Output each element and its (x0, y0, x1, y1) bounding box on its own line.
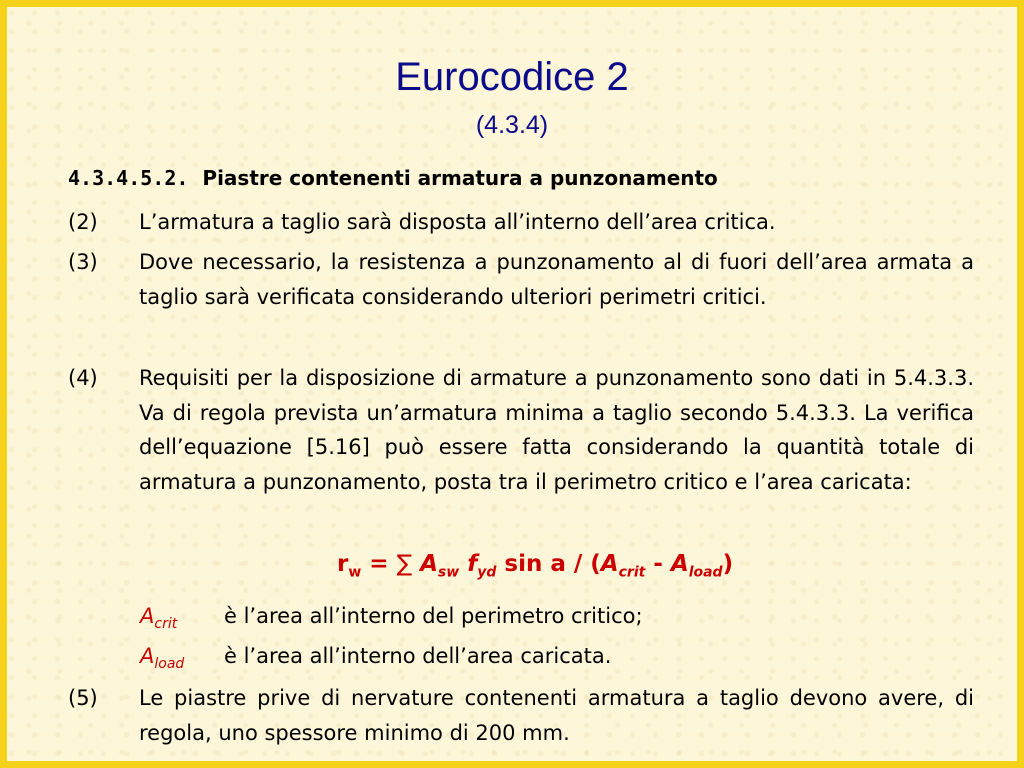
formula-aload-sub: load (688, 564, 723, 581)
definition-text: è l’area all’interno del perimetro critico; (224, 604, 643, 628)
section-heading (68, 166, 718, 190)
definition-acrit (140, 604, 643, 632)
definition-text: è l’area all’interno dell’area caricata. (224, 644, 612, 668)
slide-subtitle: (4.3.4) (475, 111, 549, 139)
paragraph-3 (68, 245, 974, 314)
paragraph-text: Le piastre prive di nervature contenenti armatura a taglio devono avere, di regola, uno spessore minimo di 200 mm. (139, 686, 974, 745)
formula-acrit-sub: crit (618, 564, 646, 581)
formula-close: ) (722, 551, 734, 577)
paragraph-5 (68, 681, 974, 750)
formula-sum: ∑ (396, 551, 413, 577)
paragraph-number: (5) (68, 686, 98, 710)
formula-aload: A (670, 551, 689, 577)
formula-a: A (420, 551, 438, 577)
formula-f: f (467, 551, 478, 577)
paragraph-4 (68, 361, 974, 499)
formula-r-sub: w (348, 564, 362, 581)
paragraph-text: L’armatura a taglio sarà disposta all’interno dell’area critica. (139, 210, 776, 234)
definition-symbol-sub: load (154, 656, 185, 673)
slide-title: Eurocodice 2 (395, 55, 629, 99)
paragraph-number: (4) (68, 366, 98, 390)
formula-equals: = (361, 551, 397, 577)
definition-symbol (140, 604, 224, 632)
paragraph-2 (68, 205, 974, 240)
formula (337, 551, 733, 581)
definition-aload (140, 644, 611, 672)
definition-symbol-letter: A (140, 604, 155, 628)
section-title: Piastre contenenti armatura a punzonamento (202, 166, 718, 190)
formula-f-sub: yd (477, 564, 497, 581)
definition-symbol (140, 644, 224, 672)
paragraph-number: (2) (68, 210, 98, 234)
definition-symbol-letter: A (140, 644, 155, 668)
formula-minus: - (645, 551, 671, 577)
section-number: 4.3.4.5.2. (68, 166, 189, 190)
formula-r: r (337, 551, 349, 577)
formula-acrit: A (600, 551, 619, 577)
formula-a-sub: sw (437, 564, 460, 581)
paragraph-number: (3) (68, 250, 98, 274)
formula-mid: sin a / ( (496, 551, 601, 577)
definition-symbol-sub: crit (154, 616, 178, 633)
paragraph-text: Dove necessario, la resistenza a punzonamento al di fuori dell’area armata a taglio sarà verificata considerando ulteriori perimetri critici. (139, 250, 974, 309)
paragraph-text: Requisiti per la disposizione di armature a punzonamento sono dati in 5.4.3.3. Va di regola prevista un’armatura minima a taglio secondo 5.4.3.3. La verifica dell’equazione [5.16] può essere fatta considerando la quantità totale di armatura a punzonamento, posta tra il perimetro critico e l’area caricata: (139, 366, 974, 494)
